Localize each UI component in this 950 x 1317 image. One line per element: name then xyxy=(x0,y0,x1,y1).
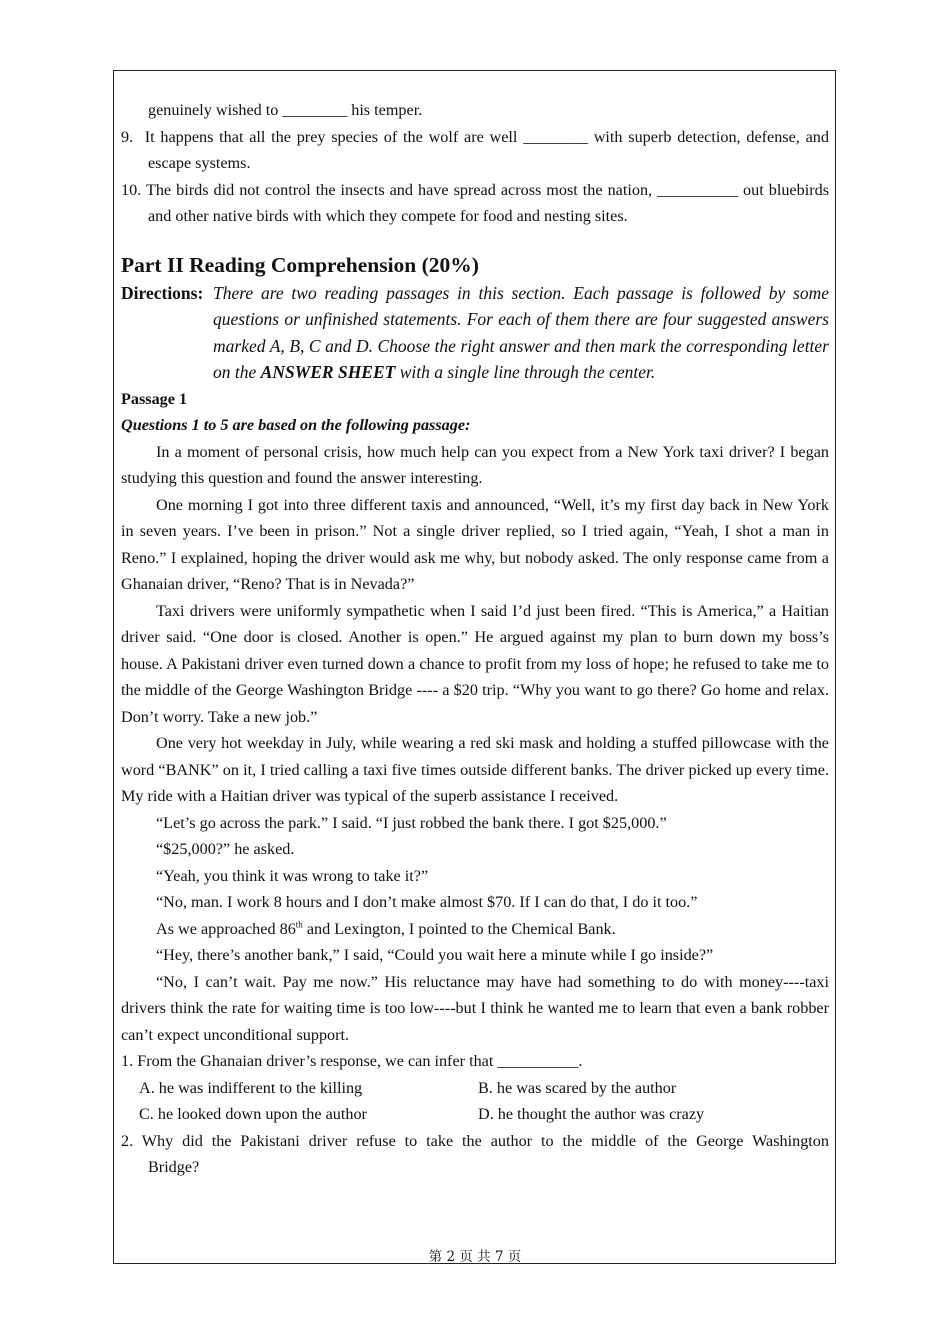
passage-paragraph: “No, I can’t wait. Pay me now.” His reluctance may have had something to do with money----taxi drivers think the rate for waiting time is too low----but I think he wanted me to learn that even a bank robber can’t expect unconditional support. xyxy=(121,972,829,1044)
item-9: 9. It happens that all the prey species of the wolf are well ________ with superb detection, defense, and escape systems. xyxy=(121,127,829,172)
option-a: A. he was indifferent to the killing xyxy=(139,1078,363,1097)
passage-paragraph-86th xyxy=(121,916,829,943)
option-b: B. he was scared by the author xyxy=(478,1078,677,1097)
passage-subtitle: Questions 1 to 5 are based on the following passage: xyxy=(121,416,471,434)
page-footer xyxy=(0,1245,950,1265)
passage-paragraph: “$25,000?” he asked. xyxy=(156,840,295,858)
question-1-options-row1 xyxy=(121,1075,829,1102)
passage-paragraph: Taxi drivers were uniformly sympathetic when I said I’d just been fired. “This is America,” a Haitian driver said. “One door is closed. Another is open.” He argued against my plan to burn down my boss’s house. A Pakistani driver even turned down a chance to profit from my loss of hope; he refused to take me to the middle of the George Washington Bridge ---- a $20 trip. “Why you want to go there? Go home and relax. Don’t worry. Take a new job.” xyxy=(121,601,829,726)
passage-paragraph: “Hey, there’s another bank,” I said, “Could you wait here a minute while I go inside?” xyxy=(156,946,714,964)
answer-sheet-emphasis: ANSWER SHEET xyxy=(260,362,396,382)
page-number: 第 2 页 共 7 页 xyxy=(428,1249,522,1265)
passage-paragraph: In a moment of personal crisis, how much help can you expect from a New York taxi driver? I began studying this question and found the answer interesting. xyxy=(121,442,829,487)
page-content xyxy=(121,97,829,1181)
question-2: 2. Why did the Pakistani driver refuse to take the author to the middle of the George Washington xyxy=(121,1131,829,1150)
para-86-after: and Lexington, I pointed to the Chemical Bank. xyxy=(302,919,616,938)
directions-text xyxy=(121,280,829,386)
passage-paragraph: “Let’s go across the park.” I said. “I just robbed the bank there. I got $25,000.” xyxy=(156,813,667,832)
directions xyxy=(121,280,829,386)
passage-paragraph: “Yeah, you think it was wrong to take it?” xyxy=(156,866,429,885)
passage-paragraph: “No, man. I work 8 hours and I don’t make almost $70. If I can do that, I do it too.” xyxy=(156,893,698,911)
passage-paragraph: One very hot weekday in July, while wearing a red ski mask and holding a stuffed pillowcase with the word “BANK” on it, I tried calling a taxi five times outside different banks. The driver picked up every time. My ride with a Haitian driver was typical of the superb assistance I received. xyxy=(121,734,829,805)
passage-paragraph: One morning I got into three different taxis and announced, “Well, it’s my first day back in New York in seven years. I’ve been in prison.” Not a single driver replied, so I tried again, “Yeah, I shot a man in Reno.” I explained, hoping the driver would ask me why, but nobody asked. The only response came from a Ghanaian driver, “Reno? That is in Nevada?” xyxy=(121,495,829,593)
option-d: D. he thought the author was crazy xyxy=(478,1105,705,1123)
directions-label: Directions: xyxy=(121,282,204,303)
directions-text-part1: There are two reading passages in this section. Each passage is followed by some questions or unfinished statements. For each of them there are four suggested answers marked A, B, C and D. Choose the right answer and then mark the corresponding letter on the xyxy=(213,282,829,382)
part2-heading: Part II Reading Comprehension (20%) xyxy=(121,252,479,277)
question-1: 1. From the Ghanaian driver’s response, we can infer that __________. xyxy=(121,1052,583,1070)
item-10: 10. The birds did not control the insects and have spread across most the nation, __________ out bluebirds and other native birds with which they compete for food and nesting sites. xyxy=(121,180,829,225)
item8-continuation: genuinely wished to ________ his temper. xyxy=(148,101,423,119)
directions-text-part2: with a single line through the center. xyxy=(395,362,656,382)
question-2-continuation: Bridge? xyxy=(148,1158,200,1176)
passage-title: Passage 1 xyxy=(121,389,188,408)
para-86-before: As we approached 86 xyxy=(156,919,296,938)
ordinal-superscript: th xyxy=(295,919,303,930)
question-1-options-row2 xyxy=(121,1101,829,1128)
option-c: C. he looked down upon the author xyxy=(139,1105,367,1123)
